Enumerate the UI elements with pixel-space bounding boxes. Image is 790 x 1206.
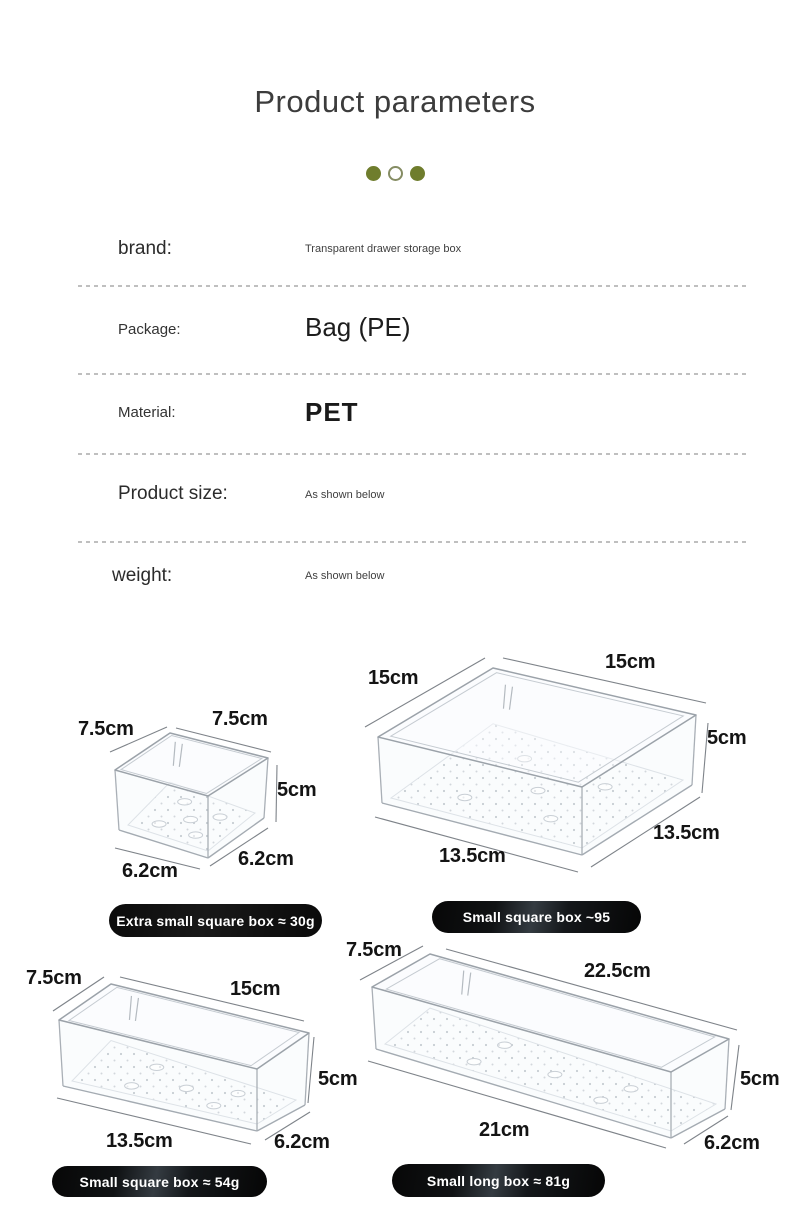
dim-bottom-right: 6.2cm — [704, 1132, 760, 1154]
spec-label-material: Material: — [118, 404, 176, 421]
spec-value-package: Bag (PE) — [305, 312, 411, 342]
caption-small-square-box: Small square box ~95 — [432, 901, 641, 933]
caption-extra-small-square-box: Extra small square box ≈ 30g — [109, 904, 322, 937]
page-title: Product parameters — [254, 84, 536, 119]
small-long-box-illustration — [353, 938, 748, 1165]
dim-bottom-right: 13.5cm — [653, 822, 720, 844]
dim-bottom-left: 6.2cm — [122, 860, 178, 882]
spec-label-weight: weight: — [112, 565, 173, 586]
spec-value-product-size: As shown below — [305, 489, 385, 501]
dim-bottom-left: 21cm — [479, 1119, 530, 1141]
dim-top-right: 15cm — [230, 978, 281, 1000]
dim-top-right: 22.5cm — [584, 960, 651, 982]
dim-top-right: 15cm — [605, 651, 656, 673]
dim-top-right: 7.5cm — [212, 708, 268, 730]
spec-label-package: Package: — [118, 321, 181, 338]
caption-small-long-box: Small long box ≈ 81g — [392, 1164, 605, 1197]
dim-bottom-right: 6.2cm — [274, 1131, 330, 1153]
dim-top-left: 7.5cm — [78, 718, 134, 740]
dim-bottom-left: 13.5cm — [439, 845, 506, 867]
spec-label-brand: brand: — [118, 238, 172, 259]
dim-height: 5cm — [707, 727, 747, 749]
caption-small-square-box-54: Small square box ≈ 54g — [52, 1166, 267, 1197]
dim-top-left: 7.5cm — [346, 939, 402, 961]
dim-height: 5cm — [740, 1068, 780, 1090]
spec-value-brand: Transparent drawer storage box — [305, 243, 462, 255]
dim-height: 5cm — [318, 1068, 358, 1090]
dim-top-left: 15cm — [368, 667, 419, 689]
dim-top-left: 7.5cm — [26, 967, 82, 989]
dim-bottom-left: 13.5cm — [106, 1130, 173, 1152]
spec-label-product-size: Product size: — [118, 483, 228, 504]
dim-height: 5cm — [277, 779, 317, 801]
spec-value-material: PET — [305, 397, 359, 427]
dim-bottom-right: 6.2cm — [238, 848, 294, 870]
spec-value-weight: As shown below — [305, 570, 385, 582]
